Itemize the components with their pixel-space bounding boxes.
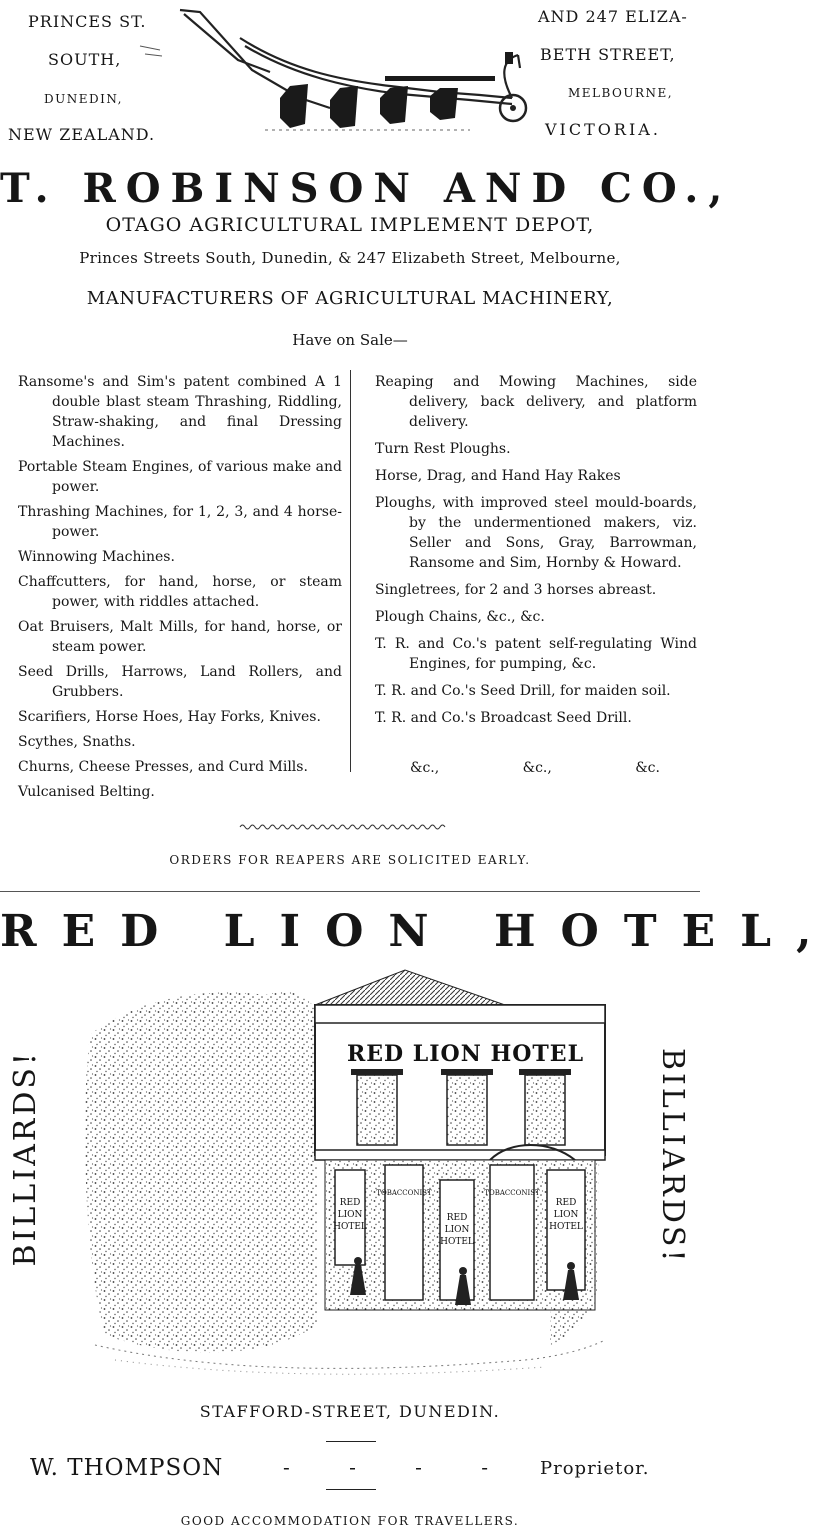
list-item: Ploughs, with improved steel mould-boards, by the undermentioned makers, viz. Seller and Sons, Gray, Barrowman, Ransome and Sim, Hornby & Howard. [375, 495, 697, 571]
etc-3: &c. [635, 760, 660, 776]
header-left-line2: SOUTH, [48, 50, 122, 69]
billiards-left: BILLIARDS! [8, 1050, 43, 1267]
etc-row [410, 760, 660, 776]
header-left-line4: NEW ZEALAND. [8, 125, 156, 144]
panel-left-line2: LION [337, 1210, 363, 1220]
orders-note: ORDERS FOR REAPERS ARE SOLICITED EARLY. [169, 853, 531, 867]
proprietor-name: W. THOMPSON [30, 1455, 224, 1481]
dash-leader [283, 1455, 488, 1479]
list-item: Plough Chains, &c., &c. [375, 609, 545, 625]
panel-left-line1: RED [339, 1198, 361, 1208]
column-divider [350, 370, 351, 772]
dash: - [349, 1455, 356, 1479]
header-right-line3: MELBOURNE, [568, 86, 674, 100]
have-on-sale: Have on Sale— [292, 331, 408, 349]
list-item: Scythes, Snaths. [18, 734, 136, 750]
short-rule-bottom [326, 1489, 376, 1490]
items-right-column [375, 372, 697, 735]
list-item: Reaping and Mowing Machines, side delivery, back delivery, and platform delivery. [375, 374, 697, 430]
list-item: Chaffcutters, for hand, horse, or steam power, with riddles attached. [18, 574, 342, 610]
hotel-illustration [85, 965, 615, 1380]
dash: - [481, 1455, 488, 1479]
panel-mid-line3: HOTEL [440, 1237, 474, 1247]
list-item: Seed Drills, Harrows, Land Rollers, and Grubbers. [18, 664, 342, 700]
etc-1: &c., [410, 760, 440, 776]
dash: - [415, 1455, 422, 1479]
plough-illustration [140, 0, 540, 150]
panel-right-line3: HOTEL [549, 1222, 583, 1232]
list-item: Scarifiers, Horse Hoes, Hay Forks, Knives. [18, 709, 321, 725]
header-right-line4: VICTORIA. [545, 120, 661, 139]
list-item: Horse, Drag, and Hand Hay Rakes [375, 468, 621, 484]
proprietor-title: Proprietor. [540, 1458, 650, 1479]
items-left-column [18, 372, 342, 807]
list-item: Thrashing Machines, for 1, 2, 3, and 4 horse-power. [18, 504, 342, 540]
panel-right-line1: RED [555, 1198, 577, 1208]
panel-left-line3: HOTEL [333, 1222, 367, 1232]
company-address: Princes Streets South, Dunedin, & 247 Elizabeth Street, Melbourne, [79, 249, 621, 267]
arch-label-right: TOBACCONIST [484, 1189, 540, 1197]
depot-title: OTAGO AGRICULTURAL IMPLEMENT DEPOT, [105, 214, 595, 236]
list-item: T. R. and Co.'s patent self-regulating Wind Engines, for pumping, &c. [375, 636, 697, 672]
list-item: Churns, Cheese Presses, and Curd Mills. [18, 759, 308, 775]
panel-mid-line2: LION [444, 1225, 470, 1235]
wavy-ornament [240, 822, 445, 832]
list-item: Winnowing Machines. [18, 549, 175, 565]
panel-mid-line1: RED [446, 1213, 468, 1223]
header-left-line3: DUNEDIN, [44, 92, 123, 106]
accommodation-note: GOOD ACCOMMODATION FOR TRAVELLERS. [180, 1514, 520, 1528]
list-item: Oat Bruisers, Malt Mills, for hand, horse, or steam power. [18, 619, 342, 655]
header-right-line2: BETH STREET, [540, 45, 676, 64]
panel-right-line2: LION [553, 1210, 579, 1220]
billiards-right: BILLIARDS! [655, 1048, 690, 1265]
list-item: Singletrees, for 2 and 3 horses abreast. [375, 582, 657, 598]
list-item: Turn Rest Ploughs. [375, 441, 511, 457]
hotel-sign-text: RED LION HOTEL [347, 1041, 585, 1067]
section-divider [0, 891, 700, 892]
list-item: T. R. and Co.'s Seed Drill, for maiden soil. [375, 683, 671, 699]
list-item: Portable Steam Engines, of various make and power. [18, 459, 342, 495]
dash: - [283, 1455, 290, 1479]
short-rule-top [326, 1441, 376, 1442]
company-name: T. ROBINSON AND CO., [0, 165, 733, 212]
hotel-title: RED LION HOTEL, [0, 906, 836, 957]
arch-label-left: TOBACCONIST [376, 1189, 432, 1197]
header-left-line1: PRINCES ST. [28, 12, 147, 31]
list-item: Vulcanised Belting. [18, 784, 155, 800]
list-item: T. R. and Co.'s Broadcast Seed Drill. [375, 710, 632, 726]
manufacturers-tagline: MANUFACTURERS OF AGRICULTURAL MACHINERY, [86, 288, 614, 309]
etc-2: &c., [522, 760, 552, 776]
header-right-line1: AND 247 ELIZA- [538, 7, 688, 26]
list-item: Ransome's and Sim's patent combined A 1 double blast steam Thrashing, Riddling, Straw-shaking, and final Dressing Machines. [18, 374, 342, 450]
hotel-street: STAFFORD-STREET, DUNEDIN. [199, 1402, 501, 1421]
